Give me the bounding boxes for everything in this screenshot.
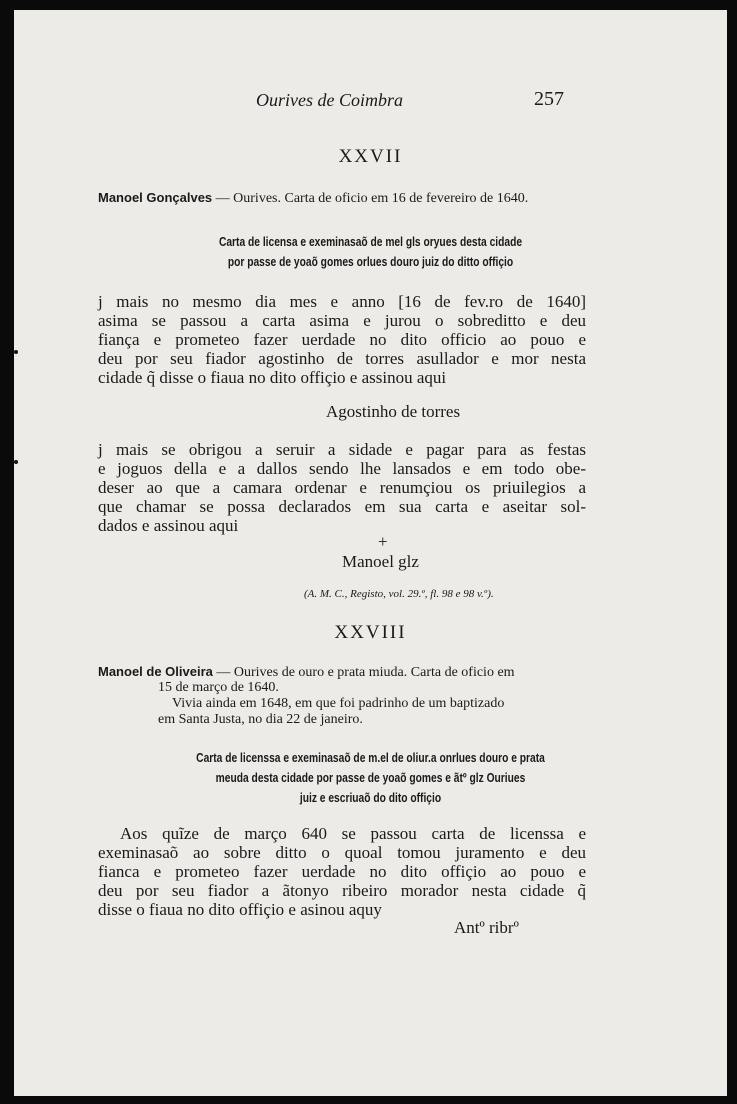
document-title-line: Carta de licenssa e exeminasaõ de m.el de oliur.a onrlues douro e prata — [196, 751, 545, 765]
signature-antonio: Antº ribrº — [454, 918, 519, 937]
paragraph-line: fiança e prometeo fazer uerdade no dito officio ao pouo e — [98, 330, 586, 349]
paragraph-line: j mais se obrigou a seruir a sidade e pagar para as festas — [98, 440, 586, 459]
speck — [14, 350, 18, 354]
entry-line: em Santa Justa, no dia 22 de janeiro. — [158, 712, 363, 727]
citation: (A. M. C., Registo, vol. 29.º, fl. 98 e 98 v.º). — [304, 588, 494, 600]
document-page — [14, 10, 727, 1096]
paragraph-line: que chamar se possa declarados em sua carta e aseitar sol- — [98, 497, 586, 516]
paragraph-line: j mais no mesmo dia mes e anno [16 de fev.ro de 1640] — [98, 292, 586, 311]
document-title-line: por passe de yoaõ gomes orlues douro juiz do ditto offiçio — [227, 255, 514, 269]
paragraph-line: exeminasaõ ao sobre ditto o quoal tomou juramento e deu — [98, 843, 586, 862]
paragraph-line: deu por seu fiador agostinho de torres asullador e mor nesta — [98, 349, 586, 368]
entry-heading-1 — [98, 190, 588, 207]
paragraph-line: e joguos della e a dallos sendo lhe lansados e em todo obe- — [98, 459, 586, 478]
section-numeral-xxviii: XXVIII — [334, 622, 407, 643]
running-header-title: Ourives de Coimbra — [256, 90, 403, 110]
entry-name: Manoel de Oliveira — [98, 664, 213, 679]
entry-heading-2 — [98, 664, 588, 681]
entry-line: Vivia ainda em 1648, em que foi padrinho de um baptizado — [172, 696, 505, 711]
entry-text: — Ourives de ouro e prata miuda. Carta de oficio em — [212, 665, 515, 680]
page-number: 257 — [534, 88, 564, 110]
paragraph-line: disse o fiaua no dito offiçio e asinou aquy — [98, 900, 382, 919]
document-title-line: juiz e escriuaõ do dito offiçio — [299, 791, 442, 805]
entry-text: — Ourives. Carta de oficio em 16 de fevereiro de 1640. — [212, 191, 529, 206]
signature-manoel: Manoel glz — [342, 552, 419, 571]
section-numeral-xxvii: XXVII — [338, 146, 403, 167]
document-title-line: meuda desta cidade por passe de yoaõ gomes e ãtº glz Ouriues — [215, 771, 526, 785]
paragraph-line: deser ao que a camara ordenar e renumçiou os priuilegios a — [98, 478, 586, 497]
signature-agostinho: Agostinho de torres — [326, 402, 461, 421]
cross-mark: + — [378, 532, 388, 551]
paragraph-line: Aos quĩze de março 640 se passou carta de licenssa e — [120, 824, 586, 843]
entry-line: 15 de março de 1640. — [158, 680, 279, 695]
document-title-line: Carta de licensa e exeminasaõ de mel gls oryues desta cidade — [218, 235, 523, 249]
paragraph-line: fianca e prometeo fazer uerdade no dito offiçio ao pouo e — [98, 862, 586, 881]
speck — [14, 460, 18, 464]
entry-name: Manoel Gonçalves — [98, 190, 213, 205]
paragraph-line: dados e assinou aqui — [98, 516, 239, 535]
paragraph-line: asima se passou a carta asima e jurou o sobreditto e deu — [98, 311, 586, 330]
paragraph-line: cidade q̃ disse o fiaua no dito offiçio e assinou aqui — [98, 368, 447, 387]
paragraph-line: deu por seu fiador a ãtonyo ribeiro morador nesta cidade q̃ — [98, 881, 586, 900]
